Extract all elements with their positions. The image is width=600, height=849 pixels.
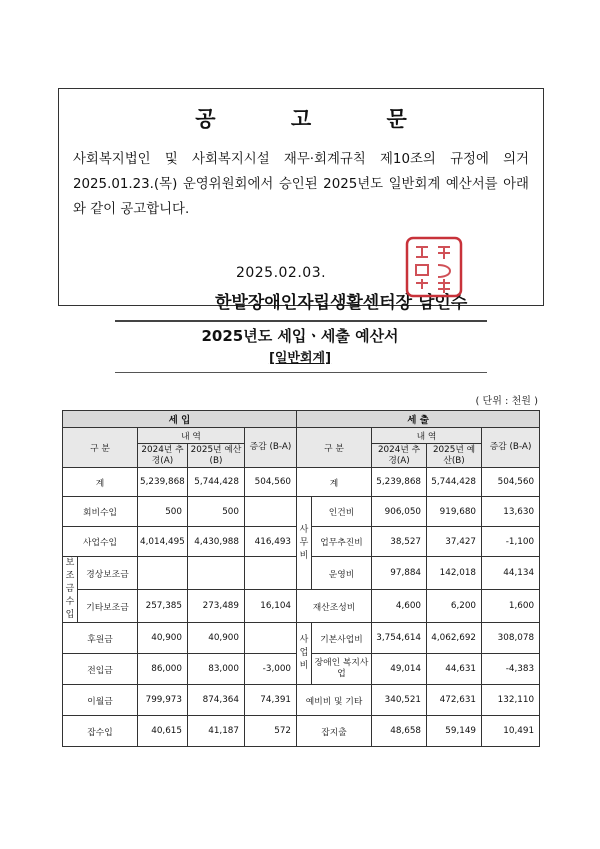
expense-header: 세 출 bbox=[297, 411, 540, 428]
revenue-2025: 83,000 bbox=[188, 654, 245, 685]
expense-diff-header: 증감 (B-A) bbox=[482, 428, 540, 468]
revenue-2025: 41,187 bbox=[188, 716, 245, 747]
expense-2025: 4,062,692 bbox=[427, 623, 482, 654]
expense-item: 기본사업비 bbox=[312, 623, 372, 654]
revenue-diff: 416,493 bbox=[245, 527, 297, 557]
revenue-diff: 572 bbox=[245, 716, 297, 747]
revenue-item: 회비수입 bbox=[63, 497, 138, 527]
revenue-diff: 16,104 bbox=[245, 590, 297, 623]
table-row bbox=[63, 623, 540, 654]
expense-group-project: 사 업 비 bbox=[297, 623, 312, 685]
expense-2025: 142,018 bbox=[427, 557, 482, 590]
revenue-2025: 874,364 bbox=[188, 685, 245, 716]
expense-2024: 48,658 bbox=[372, 716, 427, 747]
table-row bbox=[63, 590, 540, 623]
notice-date: 2025.02.03. bbox=[235, 265, 327, 281]
notice-signature: 한밭장애인자립생활센터장 남인수 bbox=[215, 293, 468, 313]
revenue-2024: 86,000 bbox=[138, 654, 188, 685]
revenue-item: 전입금 bbox=[63, 654, 138, 685]
expense-item: 재산조성비 bbox=[297, 590, 372, 623]
revenue-diff bbox=[245, 623, 297, 654]
revenue-2024 bbox=[138, 557, 188, 590]
revenue-item: 기타보조금 bbox=[78, 590, 138, 623]
expense-2025: 37,427 bbox=[427, 527, 482, 557]
revenue-2024: 799,973 bbox=[138, 685, 188, 716]
expense-diff: 13,630 bbox=[482, 497, 540, 527]
revenue-item: 잡수입 bbox=[63, 716, 138, 747]
expense-diff: 1,600 bbox=[482, 590, 540, 623]
expense-item: 예비비 및 기타 bbox=[297, 685, 372, 716]
revenue-2025: 5,744,428 bbox=[188, 468, 245, 497]
revenue-2024: 257,385 bbox=[138, 590, 188, 623]
revenue-diff: 504,560 bbox=[245, 468, 297, 497]
revenue-2025: 4,430,988 bbox=[188, 527, 245, 557]
expense-2024: 38,527 bbox=[372, 527, 427, 557]
expense-item: 업무추진비 bbox=[312, 527, 372, 557]
table-row bbox=[63, 685, 540, 716]
expense-2024: 4,600 bbox=[372, 590, 427, 623]
notice-body: 사회복지법인 및 사회복지시설 재무·회계규칙 제10조의 규정에 의거 2025.01.23.(목) 운영위원회에서 승인된 2025년도 일반회계 예산서를 아래와 같이 공고합니다. bbox=[73, 152, 529, 217]
revenue-item: 사업수입 bbox=[63, 527, 138, 557]
expense-2025-header: 2025년 예산(B) bbox=[427, 444, 482, 468]
revenue-2024: 500 bbox=[138, 497, 188, 527]
expense-2024: 5,239,868 bbox=[372, 468, 427, 497]
expense-2025: 6,200 bbox=[427, 590, 482, 623]
revenue-diff bbox=[245, 557, 297, 590]
expense-diff: 44,134 bbox=[482, 557, 540, 590]
revenue-diff bbox=[245, 497, 297, 527]
expense-2025: 472,631 bbox=[427, 685, 482, 716]
revenue-item: 후원금 bbox=[63, 623, 138, 654]
revenue-diff: 74,391 bbox=[245, 685, 297, 716]
revenue-2024: 40,615 bbox=[138, 716, 188, 747]
unit-label: ( 단위 : 천원 ) bbox=[475, 396, 538, 407]
expense-category-header: 구 분 bbox=[297, 428, 372, 468]
revenue-header: 세 입 bbox=[63, 411, 297, 428]
revenue-detail-header: 내 역 bbox=[138, 428, 245, 444]
title-bottom-rule bbox=[115, 372, 487, 373]
revenue-2024: 40,900 bbox=[138, 623, 188, 654]
revenue-2025: 273,489 bbox=[188, 590, 245, 623]
expense-diff: 308,078 bbox=[482, 623, 540, 654]
revenue-2025: 500 bbox=[188, 497, 245, 527]
expense-2025: 59,149 bbox=[427, 716, 482, 747]
expense-item: 장애인 복지사업 bbox=[312, 654, 372, 685]
revenue-category-header: 구 분 bbox=[63, 428, 138, 468]
expense-item: 잡지출 bbox=[297, 716, 372, 747]
expense-2025: 919,680 bbox=[427, 497, 482, 527]
expense-diff: -4,383 bbox=[482, 654, 540, 685]
expense-2024-header: 2024년 추경(A) bbox=[372, 444, 427, 468]
budget-subtitle: [일반회계] bbox=[268, 351, 332, 366]
table-row bbox=[63, 468, 540, 497]
expense-2024: 906,050 bbox=[372, 497, 427, 527]
revenue-item: 이월금 bbox=[63, 685, 138, 716]
expense-2024: 340,521 bbox=[372, 685, 427, 716]
notice-box bbox=[58, 88, 544, 313]
revenue-2025-header: 2025년 예산(B) bbox=[188, 444, 245, 468]
revenue-item: 경상보조금 bbox=[78, 557, 138, 590]
budget-table bbox=[62, 410, 540, 747]
expense-diff: 504,560 bbox=[482, 468, 540, 497]
revenue-2025 bbox=[188, 557, 245, 590]
expense-2025: 44,631 bbox=[427, 654, 482, 685]
revenue-diff-header: 증감 (B-A) bbox=[245, 428, 297, 468]
expense-group-office: 사 무 비 bbox=[297, 497, 312, 590]
expense-2024: 3,754,614 bbox=[372, 623, 427, 654]
table-row bbox=[63, 716, 540, 747]
revenue-item: 계 bbox=[63, 468, 138, 497]
expense-item: 계 bbox=[297, 468, 372, 497]
revenue-2024: 5,239,868 bbox=[138, 468, 188, 497]
revenue-group-subsidy: 보 조 금 수 입 bbox=[63, 557, 78, 623]
expense-diff: 10,491 bbox=[482, 716, 540, 747]
title-top-rule bbox=[115, 320, 487, 322]
expense-item: 인건비 bbox=[312, 497, 372, 527]
expense-detail-header: 내 역 bbox=[372, 428, 482, 444]
revenue-diff: -3,000 bbox=[245, 654, 297, 685]
expense-diff: 132,110 bbox=[482, 685, 540, 716]
expense-2025: 5,744,428 bbox=[427, 468, 482, 497]
expense-item: 운영비 bbox=[312, 557, 372, 590]
official-seal-icon bbox=[404, 235, 464, 299]
revenue-2024-header: 2024년 추경(A) bbox=[138, 444, 188, 468]
budget-title: 2025년도 세입ㆍ세출 예산서 bbox=[201, 327, 399, 345]
expense-2024: 49,014 bbox=[372, 654, 427, 685]
table-row bbox=[63, 497, 540, 527]
expense-diff: -1,100 bbox=[482, 527, 540, 557]
revenue-2024: 4,014,495 bbox=[138, 527, 188, 557]
notice-title: 공 고 문 bbox=[195, 107, 441, 131]
revenue-2025: 40,900 bbox=[188, 623, 245, 654]
expense-2024: 97,884 bbox=[372, 557, 427, 590]
